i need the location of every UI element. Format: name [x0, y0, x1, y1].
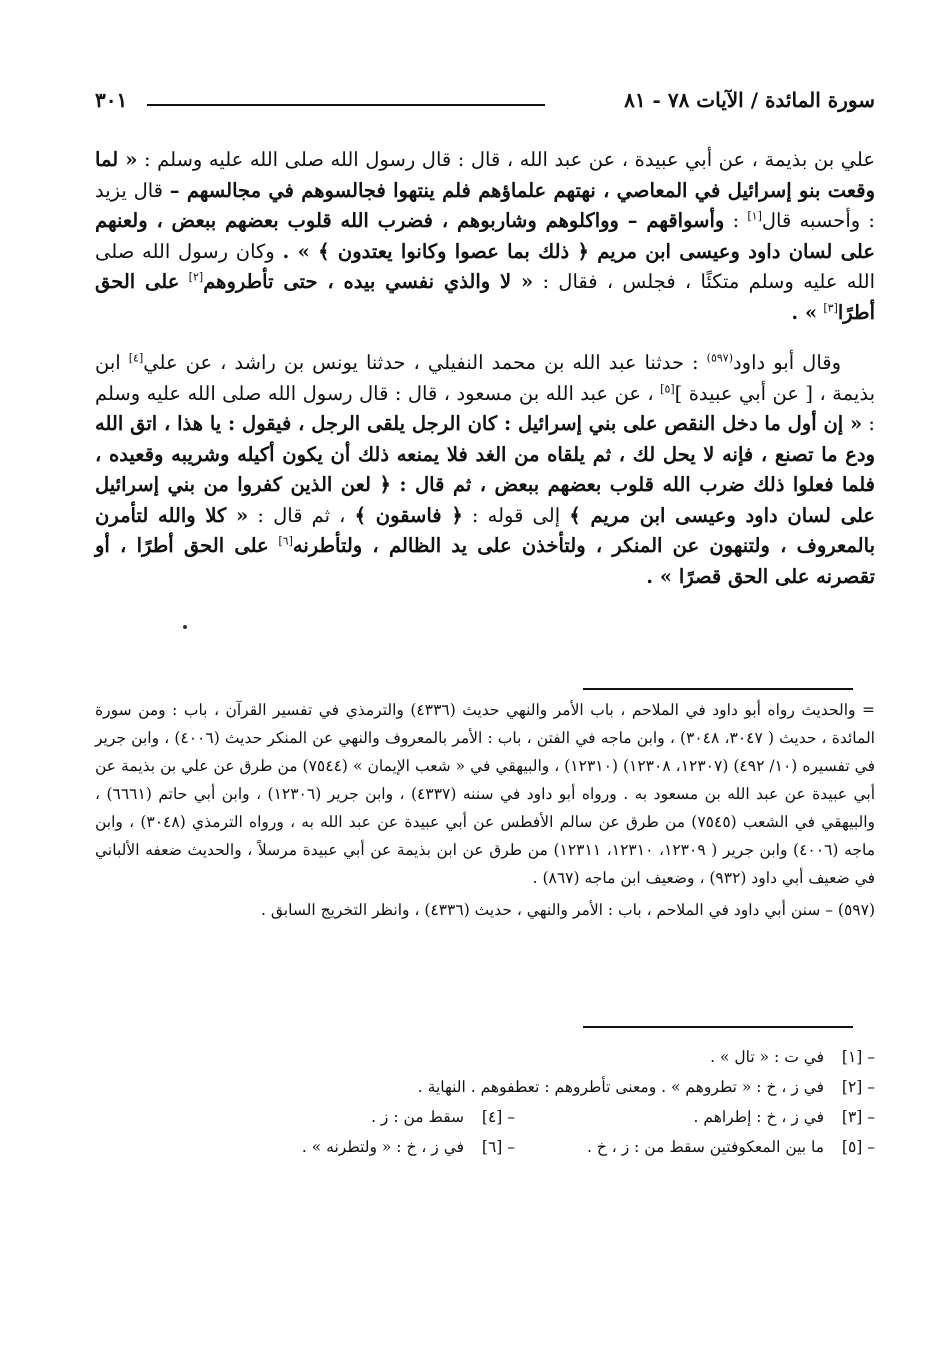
variant-note — [418, 1072, 875, 1102]
variant-note — [515, 1102, 875, 1132]
variant-text: سقط من : ز . — [371, 1108, 465, 1126]
variant-number: [٥] – — [841, 1138, 875, 1156]
variant-row — [95, 1072, 875, 1102]
variant-number: [٦] – — [481, 1138, 515, 1156]
text-span: ، ثم قال : — [257, 503, 346, 527]
variant-note — [371, 1102, 515, 1132]
footnote-ref-4: [٤] — [128, 351, 144, 365]
footnote-ref-1: [١] — [747, 209, 762, 223]
text-span: إلى قوله : — [471, 503, 561, 527]
variants-separator — [583, 1026, 853, 1028]
takhrij-footnotes — [95, 696, 875, 924]
text-span: : حدثنا عبد الله بن محمد النفيلي ، حدثنا يونس بن راشد ، عن علي — [143, 351, 699, 374]
text-span: ، عن عبد الله بن مسعود ، قال : قال رسول الله صلى الله عليه وسلم : — [95, 381, 875, 435]
hadith-text: « لما وقعت بنو إسرائيل في المعاصي ، نهتهم علماؤهم فلم ينتهوا فجالسوهم في مجالسهم – — [95, 148, 875, 202]
text-span: ابن بذيمة ، [ عن أبي عبيدة ] — [95, 351, 876, 405]
manuscript-variants — [95, 1042, 875, 1162]
text-span: : — [732, 209, 748, 232]
variant-row — [95, 1132, 875, 1162]
variant-text: في ز ، خ : « تطروهم » . ومعنى تأطروهم : تعطفوهم . النهاية . — [417, 1078, 825, 1096]
page-number: ٣٠١ — [95, 88, 128, 112]
header-rule — [147, 104, 545, 106]
page-header — [95, 88, 875, 122]
quran-quote: ﴿ فاسقون ﴾ — [354, 503, 463, 527]
hadith-text: « لا والذي نفسي بيده ، حتى تأطروهم — [203, 270, 534, 293]
footnote-ref-6: [٦] — [278, 534, 293, 548]
text-span: وكان رسول الله صلى الله عليه وسلم متكئًا ، فجلس ، فقال : — [95, 239, 876, 293]
main-text — [95, 145, 875, 592]
text-span: علي بن بذيمة ، عن أبي عبيدة ، عن عبد الله ، قال : قال رسول الله صلى الله عليه وسلم : — [144, 148, 876, 171]
variant-text: ما بين المعكوفتين سقط من : ز ، خ . — [587, 1138, 825, 1156]
footnote-ref-2: [٢] — [188, 270, 204, 284]
hadith-text: » . — [791, 300, 818, 324]
footnote-continuation: = والحديث رواه أبو داود في الملاحم ، باب الأمر والنهي حديث (٤٣٣٦) والترمذي في تفسير القرآن ، باب : ومن سورة المائدة ، حديث ( ٣٠٤٧، ٣٠٤٨) ، وابن ماجه في الفتن ، باب : الأمر بالمعروف والنهي عن المنكر حديث (٤٠٠٦) ، وابن جرير في تفسيره (١٠/ ٤٩٢) (١٢٣٠٧، ١٢٣٠٨) (١٢٣١٠) ، والبيهقي في « شعب الإيمان » (٧٥٤٤) من طرق عن علي بن بذيمة عن أبي عبيدة عن عبد الله بن مسعود به . ورواه أبو داود في سننه (٤٣٣٧) ، وابن جرير (١٢٣٠٦) ، وابن أبي حاتم (٦٦٦١) ، والبيهقي في الشعب (٧٥٤٥) من طرق عن سالم الأفطس عن أبي عبيدة عن عبد الله به ، ورواه الترمذي (٣٠٤٨) ، وابن ماجه (٤٠٠٦) وابن جرير ( ١٢٣٠٩، ١٢٣١٠، ١٢٣١١) من طرق عن ابن بذيمة عن أبي عبيدة مرسلاً ، والحديث ضعفه الألباني في ضعيف أبي داود (٩٣٢) ، وضعيف ابن ماجه (٨٦٧) . — [95, 701, 876, 887]
variant-text: في ز ، خ : « ولتطرنه » . — [301, 1138, 465, 1156]
paragraph-2 — [95, 348, 875, 592]
footnote-separator — [583, 688, 853, 690]
variant-row — [95, 1042, 875, 1072]
variant-text: في ز ، خ : إطراهم . — [693, 1108, 825, 1126]
variant-number: [١] – — [841, 1048, 875, 1066]
stray-dot — [183, 625, 187, 629]
variant-number: [٣] – — [841, 1108, 875, 1126]
hadith-number-ref: (٥٩٧) — [706, 351, 733, 365]
variant-note — [302, 1132, 515, 1162]
footnote-597: (٥٩٧) – سنن أبي داود في الملاحم ، باب : الأمر والنهي ، حديث (٤٣٣٦) ، وانظر التخريج السابق . — [261, 901, 875, 919]
hadith-text: « كلا والله لتأمرن بالمعروف ، ولتنهون عن المنكر ، ولتأخذن على يد الظالم ، ولتأطرنه — [95, 503, 875, 557]
footnote-ref-3: [٣] — [823, 301, 838, 314]
variant-number: [٢] – — [841, 1078, 875, 1096]
text-span: وقال أبو داود — [732, 351, 841, 374]
variant-number: [٤] – — [481, 1108, 515, 1126]
hadith-text: على الحق أطرًا — [95, 270, 875, 324]
text-span: قال يزيد : وأحسبه قال — [95, 178, 875, 232]
hadith-text: « إن أول ما دخل النقص على بني إسرائيل : كان الرجل يلقى الرجل ، فيقول : يا هذا ، اتق الله ودع ما تصنع ، فإنه لا يحل لك ، ثم يلقاه من الغد فلا يمنعه ذلك أن يكون أكيله وشريبه وقعيده ، فلما فعلوا ذلك ضرب الله قلوب بعضهم ببعض ، ثم قال : ﴿ لعن الذين كفروا من بني إسرائيل على لسان داود وعيسى ابن مريم ﴾ — [95, 412, 876, 527]
variant-note — [515, 1132, 875, 1162]
footnote-ref-5: [٥] — [660, 382, 675, 395]
hadith-text: وأسواقهم – وواكلوهم وشاربوهم ، فضرب الله قلوب بعضهم ببعض ، ولعنهم على لسان داود وعيسى ابن مريم ﴿ ذلك بما عصوا وكانوا يعتدون ﴾ » . — [95, 209, 876, 263]
variant-text: في ت : « تال » . — [710, 1048, 825, 1066]
running-title: سورة المائدة / الآيات ٧٨ - ٨١ — [624, 88, 875, 112]
variant-note — [710, 1042, 875, 1072]
hadith-text: على الحق أطرًا ، أو تقصرنه على الحق قصرًا » . — [95, 534, 875, 588]
variant-row — [95, 1102, 875, 1132]
paragraph-1 — [95, 145, 875, 328]
